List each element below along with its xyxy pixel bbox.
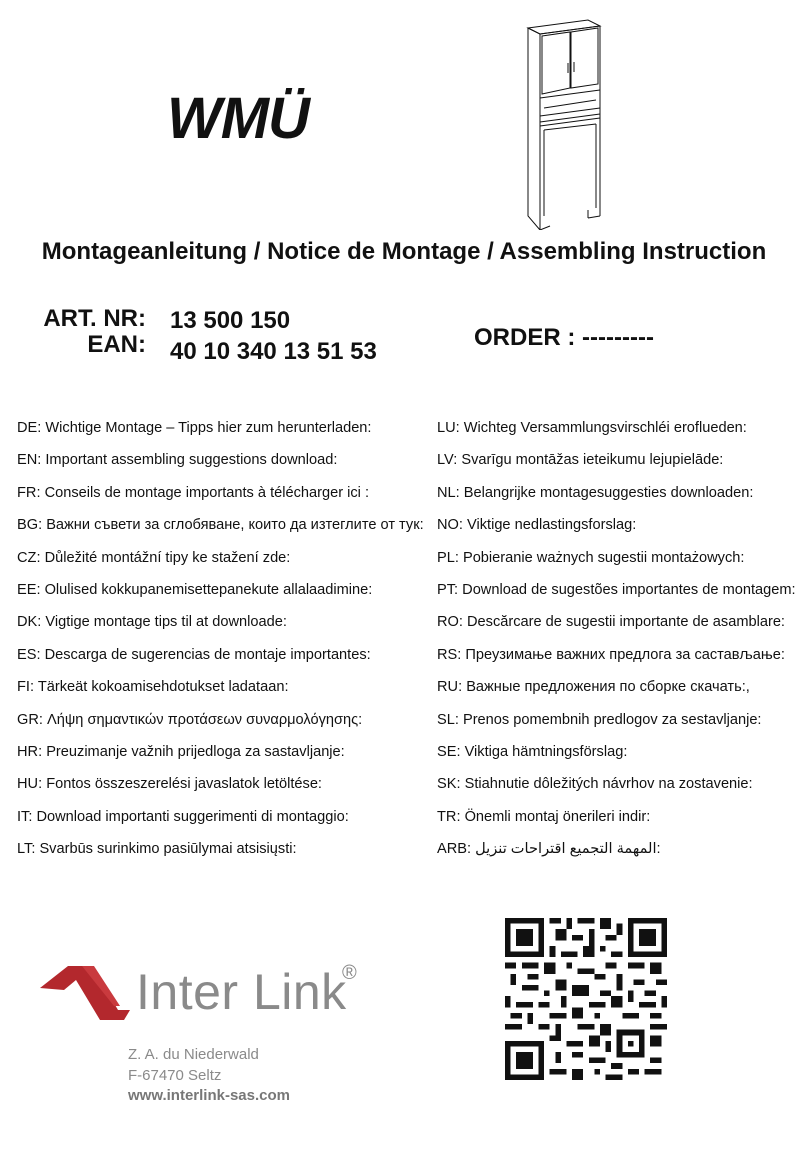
language-row: LU: Wichteg Versammlungsvirschléi eroflueden: <box>437 420 747 436</box>
website-link[interactable]: www.interlink-sas.com <box>128 1087 290 1104</box>
language-row: FR: Conseils de montage importants à télécharger ici : <box>17 484 370 501</box>
language-row: ARB: المهمة التجميع اقتراحات تنزيل: <box>437 841 661 858</box>
language-row: PL: Pobieranie ważnych sugestii montażowych: <box>437 549 745 566</box>
document-title: Montageanleitung / Notice de Montage / Assembling Instruction <box>41 238 767 265</box>
language-row: LV: Svarīgu montāžas ieteikumu lejupielāde: <box>437 452 724 469</box>
language-row: SK: Stiahnutie dôležitých návrhov na zostavenie: <box>437 776 753 793</box>
address-line-1: Z. A. du Niederwald <box>128 1046 259 1063</box>
art-nr-label: ART. NR: <box>43 305 146 332</box>
language-list-right <box>437 418 796 871</box>
registered-mark: ® <box>342 962 357 984</box>
language-row: EE: Olulised kokkupanemisettepanekute allalaadimine: <box>17 581 373 598</box>
language-row: NO: Viktige nedlastingsforslag: <box>437 517 637 534</box>
language-row: DK: Vigtige montage tips til at downloade: <box>17 614 287 631</box>
language-row: BG: Важни съвети за сглобяване, които да изтеглите от тук: <box>17 517 424 534</box>
language-row: PT: Download de sugestões importantes de montagem: <box>437 581 796 598</box>
language-list-left <box>17 418 424 871</box>
language-row: TR: Önemli montaj önerileri indir: <box>437 808 651 825</box>
model-name: WMÜ <box>167 86 309 151</box>
language-row: NL: Belangrijke montagesuggesties downloaden: <box>437 484 754 501</box>
ean-value: 40 10 340 13 51 53 <box>170 338 377 365</box>
language-row: DE: Wichtige Montage – Tipps hier zum herunterladen: <box>17 420 372 436</box>
language-row: GR: Λήψη σημαντικών προτάσεων συναρμολόγησης: <box>17 711 363 728</box>
language-row: RO: Descărcare de sugestii importante de asamblare: <box>437 614 785 631</box>
language-row: SE: Viktiga hämtningsförslag: <box>437 743 628 760</box>
language-row: RU: Важные предложения по сборке скачать:, <box>437 679 750 696</box>
language-row: FI: Tärkeät kokoamisehdotukset ladataan: <box>17 679 289 696</box>
order-field: ORDER : --------- <box>474 324 654 351</box>
language-row: RS: Преузимање важних предлога за састављање: <box>437 646 785 663</box>
address-line-2: F-67470 Seltz <box>128 1067 222 1084</box>
language-row: CZ: Důležité montážní tipy ke stažení zde: <box>17 549 291 566</box>
language-row: HU: Fontos összeszerelési javaslatok letöltése: <box>17 776 322 793</box>
interlink-chevron-logo-icon <box>40 966 136 1020</box>
company-name: Inter Link <box>136 964 347 1020</box>
language-row: LT: Svarbūs surinkimo pasiūlymai atsisiųsti: <box>17 841 297 858</box>
language-row: HR: Preuzimanje važnih prijedloga za sastavljanje: <box>17 743 345 760</box>
qr-code-icon[interactable] <box>505 918 667 1080</box>
language-row: EN: Important assembling suggestions download: <box>17 452 338 469</box>
art-nr-value: 13 500 150 <box>170 307 291 334</box>
language-row: ES: Descarga de sugerencias de montaje importantes: <box>17 646 371 663</box>
language-row: IT: Download importanti suggerimenti di montaggio: <box>17 808 349 825</box>
language-row: SL: Prenos pomembnih predlogov za sestavljanje: <box>437 711 762 728</box>
cabinet-illustration-icon <box>518 18 618 230</box>
ean-label: EAN: <box>87 331 146 358</box>
